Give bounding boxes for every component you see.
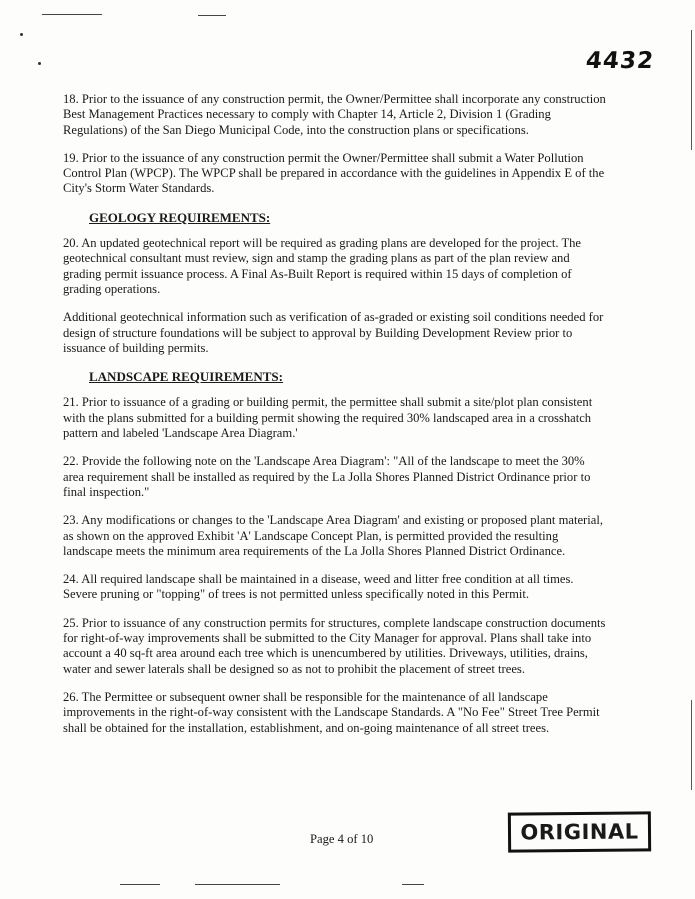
scan-mark-top-mid xyxy=(198,15,226,16)
scan-mark-bottom xyxy=(402,884,424,885)
paragraph-19: 19. Prior to the issuance of any construction permit the Owner/Permittee shall submit a Water Pollution Control Plan (WPCP). The WPCP shall be prepared in accordance with the guidelines in Appendix E of the City's Storm Water Standards. xyxy=(63,150,605,196)
document-body xyxy=(63,92,608,749)
original-stamp: ORIGINAL xyxy=(508,811,651,852)
geology-heading: GEOLOGY REQUIREMENTS: xyxy=(89,209,271,225)
paragraph-18: 18. Prior to the issuance of any construction permit, the Owner/Permittee shall incorporate any construction Best Management Practices necessary to comply with Chapter 14, Article 2, Division 1 (Grading Regulations) of the San Diego Municipal Code, into the construction plans or specifications. xyxy=(63,92,606,137)
scan-mark-top-left xyxy=(42,14,102,15)
scan-edge-right xyxy=(691,700,692,790)
paragraph-25: 25. Prior to issuance of any construction permits for structures, complete landscape construction documents for right-of-way improvements shall be submitted to the City Manager for approval. Plans shall take into account a 40 sq-ft area around each tree which is unencumbered by utilities. Driveways, utilities, drains, water and sewer laterals shall be designed so as not to prohibit the placement of street trees. xyxy=(63,615,606,676)
paragraph-21: 21. Prior to issuance of a grading or building permit, the permittee shall submit a site/plot plan consistent with the plans submitted for a building permit showing the required 30% landscaped area in a crosshatch pattern and labeled 'Landscape Area Diagram.' xyxy=(63,395,593,441)
paragraph-20-additional: Additional geotechnical information such as verification of as-graded or existing soil conditions needed for design of structure foundations will be subject to approval by Building Development Review prior to issuance of building permits. xyxy=(63,310,604,355)
scan-dot xyxy=(38,62,41,65)
paragraph-26: 26. The Permittee or subsequent owner shall be responsible for the maintenance of all landscape improvements in the right-of-way consistent with the Landscape Standards. A "No Fee" Street Tree Permit shall be obtained for the installation, establishment, and on-going maintenance of all street trees. xyxy=(63,689,600,735)
landscape-heading: LANDSCAPE REQUIREMENTS: xyxy=(89,369,283,385)
scan-dot xyxy=(20,33,23,36)
scan-edge-right xyxy=(691,30,692,150)
paragraph-24: 24. All required landscape shall be maintained in a disease, weed and litter free condition at all times. Severe pruning or "topping" of trees is not permitted unless specifically noted in this Permit. xyxy=(63,572,574,602)
paragraph-22: 22. Provide the following note on the 'Landscape Area Diagram': "All of the landscape to meet the 30% area requirement shall be installed as required by the La Jolla Shores Planned District Ordinance prior to final inspection." xyxy=(63,454,591,499)
paragraph-23: 23. Any modifications or changes to the 'Landscape Area Diagram' and existing or proposed plant material, as shown on the approved Exhibit 'A' Landscape Concept Plan, is permitted provided the resulting landscape meets the minimum area requirements of the La Jolla Shores Planned District Ordinance. xyxy=(63,513,603,558)
scan-mark-bottom xyxy=(195,884,280,885)
scan-mark-bottom xyxy=(120,884,160,885)
page-number: Page 4 of 10 xyxy=(310,832,374,846)
document-number: 4432 xyxy=(584,48,656,74)
paragraph-20: 20. An updated geotechnical report will be required as grading plans are developed for the project. The geotechnical consultant must review, sign and stamp the grading plans as part of the plan review and grading permit issuance process. A Final As-Built Report is required within 15 days of completion of grading operations. xyxy=(63,236,582,296)
